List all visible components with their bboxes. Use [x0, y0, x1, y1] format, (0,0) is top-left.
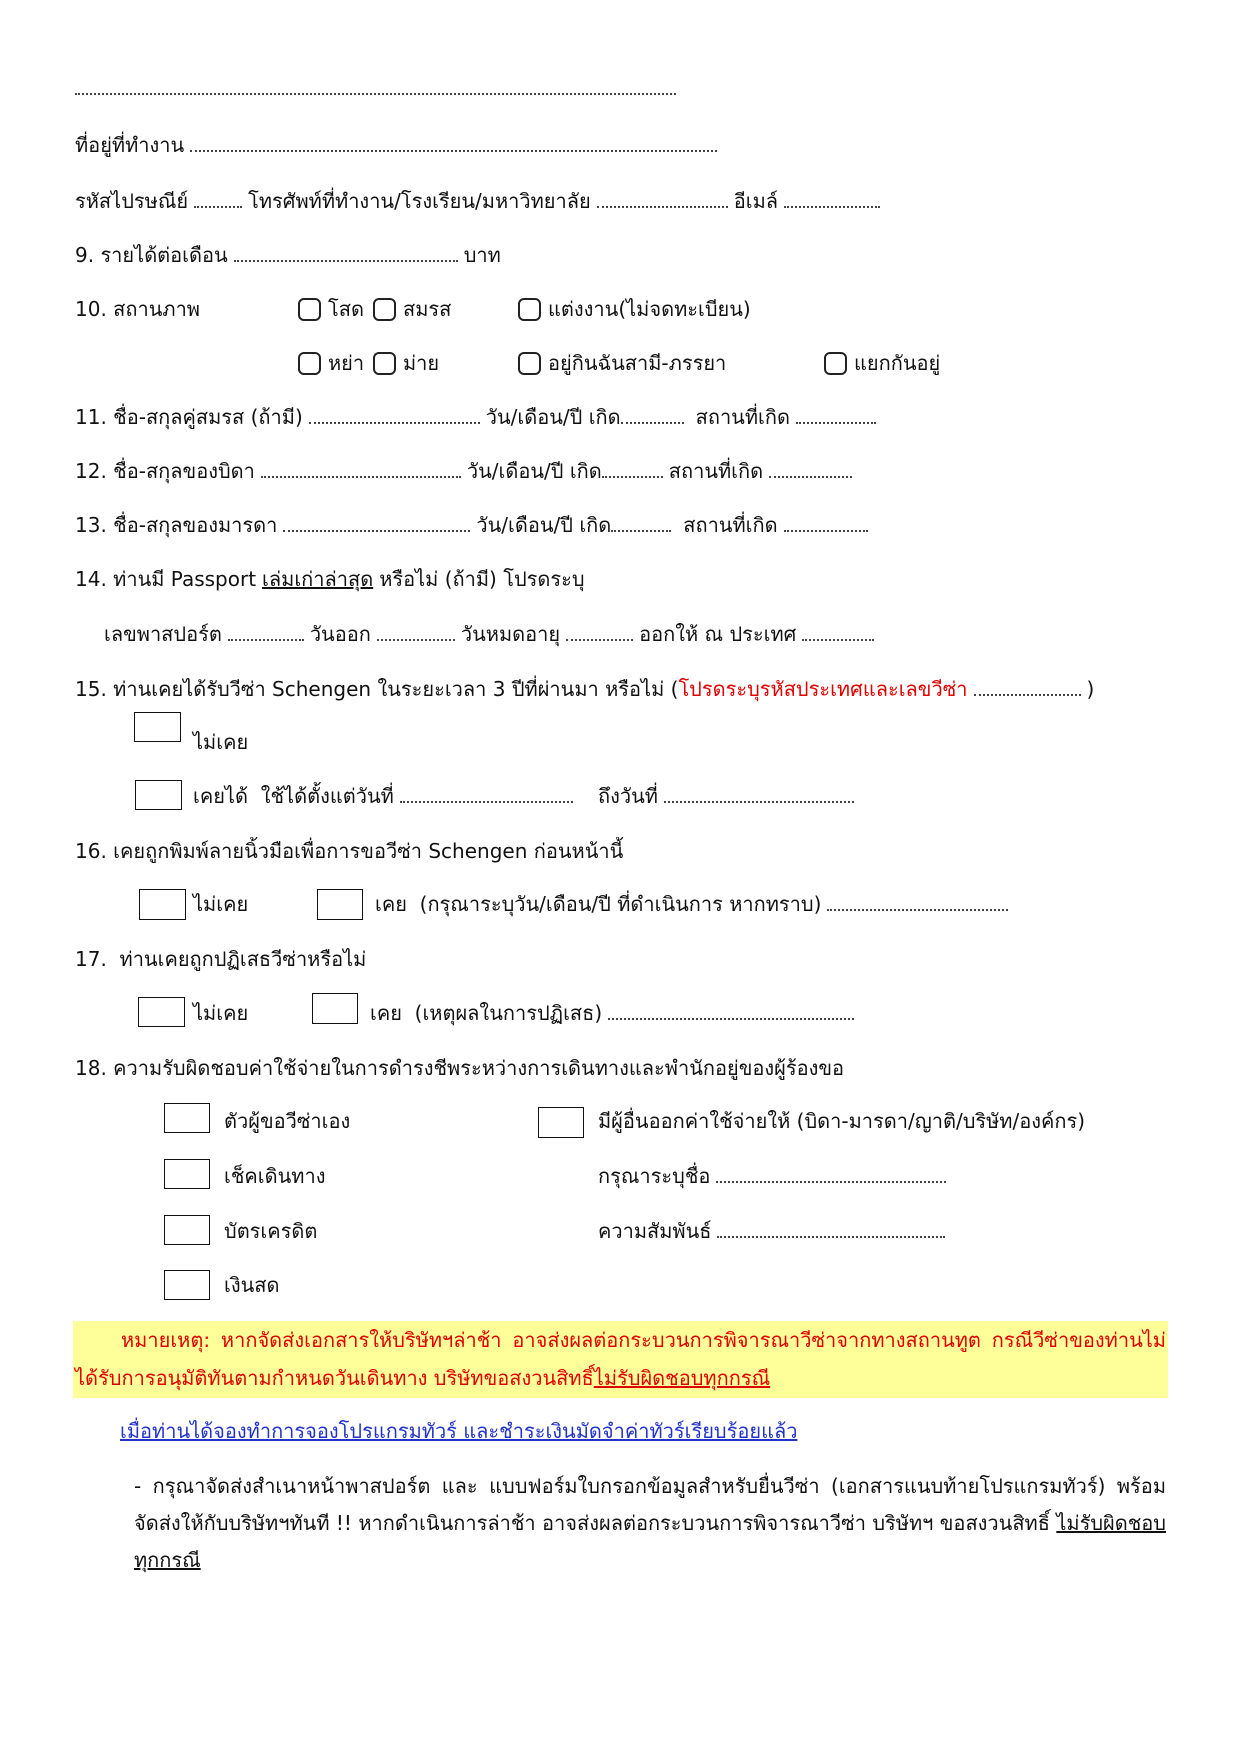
widowed-checkbox[interactable]	[373, 352, 396, 375]
credit-card-row	[224, 1215, 317, 1247]
address-continuation-row	[75, 79, 682, 111]
booking-instructions-link[interactable]: เมื่อท่านได้จองทำการจองโปรแกรมทัวร์ และชำระเงินมัดจำค่าทัวร์เรียบร้อยแล้ว	[120, 1419, 798, 1443]
refusal-question: 17. ท่านเคยถูกปฏิเสธวีซ่าหรือไม่	[75, 947, 367, 971]
single-checkbox[interactable]	[298, 298, 321, 321]
schengen-yes-checkbox[interactable]	[135, 780, 182, 810]
work-address-row	[75, 129, 723, 161]
marital-option-label: หย่า	[328, 351, 365, 375]
work-address-field[interactable]	[190, 136, 717, 152]
schengen-visa-question-end: )	[1086, 677, 1095, 701]
postal-code-label: รหัสไปรษณีย์	[75, 189, 189, 213]
mother-birth-place-label: สถานที่เกิด	[683, 513, 778, 537]
refusal-yes-checkbox[interactable]	[312, 993, 358, 1024]
schengen-visa-number-field[interactable]	[974, 680, 1081, 696]
marital-option-cohabiting[interactable]	[518, 347, 726, 379]
marital-option-divorced[interactable]	[298, 347, 364, 379]
spouse-name-field[interactable]	[309, 408, 480, 424]
sponsor-relationship-row	[598, 1215, 951, 1247]
schengen-never-label: ไม่เคย	[193, 730, 249, 754]
separated-checkbox[interactable]	[824, 352, 847, 375]
fingerprints-yes-label: เคย (กรุณาระบุวัน/เดือน/ปี ที่ดำเนินการ หากทราบ)	[375, 892, 822, 916]
father-birth-place-field[interactable]	[769, 462, 852, 478]
income-row	[75, 239, 501, 271]
father-name-field[interactable]	[261, 462, 461, 478]
passport-question-prefix: 14. ท่านมี Passport	[75, 567, 257, 591]
credit-card-label: บัตรเครดิต	[224, 1219, 318, 1243]
sponsor-name-field[interactable]	[716, 1167, 946, 1183]
fingerprints-question-row	[75, 835, 623, 867]
father-row	[75, 455, 858, 487]
fingerprints-yes-row	[375, 888, 1014, 920]
work-address-label: ที่อยู่ที่ทำงาน	[75, 133, 185, 157]
refusal-reason-field[interactable]	[608, 1004, 854, 1020]
passport-expiry-date-field[interactable]	[566, 625, 633, 641]
refusal-yes-label: เคย (เหตุผลในการปฏิเสธ)	[370, 1001, 603, 1025]
schengen-visa-question: 15. ท่านเคยได้รับวีซ่า Schengen ในระยะเวลา 3 ปีที่ผ่านมา หรือไม่ (	[75, 677, 679, 701]
expenses-sponsor-checkbox[interactable]	[538, 1107, 584, 1138]
marital-option-label: โสด	[328, 297, 364, 321]
booking-instructions-disclaimer: ไม่รับผิดชอบทุกกรณี	[134, 1511, 1166, 1572]
passport-question-underlined: เล่มเก่าล่าสุด	[262, 567, 374, 591]
expenses-self-row	[224, 1105, 350, 1137]
passport-question-suffix: หรือไม่ (ถ้ามี) โปรดระบุ	[379, 567, 585, 591]
cash-row	[224, 1269, 279, 1301]
passport-question-row	[75, 563, 585, 595]
fingerprints-never-label: ไม่เคย	[193, 892, 249, 916]
travellers-cheque-label: เช็คเดินทาง	[224, 1164, 326, 1188]
sponsor-relationship-field[interactable]	[717, 1222, 945, 1238]
marital-option-label: อยู่กินฉันสามี-ภรรยา	[548, 351, 727, 375]
email-field[interactable]	[784, 192, 880, 208]
sponsor-relationship-label: ความสัมพันธ์	[598, 1219, 712, 1243]
spouse-row	[75, 401, 882, 433]
spouse-birth-place-field[interactable]	[796, 408, 876, 424]
mother-name-field[interactable]	[283, 516, 470, 532]
marital-option-label: ม่าย	[403, 351, 440, 375]
contact-row	[75, 185, 886, 217]
work-phone-label: โทรศัพท์ที่ทำงาน/โรงเรียน/มหาวิทยาลัย	[248, 189, 591, 213]
marital-option-widowed[interactable]	[373, 347, 439, 379]
marital-status-label: 10. สถานภาพ	[75, 297, 200, 321]
refusal-question-row	[75, 943, 366, 975]
passport-expiry-date-label: วันหมดอายุ	[460, 622, 561, 646]
sponsor-name-row	[598, 1160, 952, 1192]
travellers-cheque-row	[224, 1160, 325, 1192]
cash-label: เงินสด	[224, 1273, 280, 1297]
unregistered-marriage-checkbox[interactable]	[518, 298, 541, 321]
cash-checkbox[interactable]	[164, 1270, 210, 1300]
mother-birth-place-field[interactable]	[784, 516, 868, 532]
spouse-birth-place-label: สถานที่เกิด	[695, 405, 790, 429]
refusal-never-checkbox[interactable]	[138, 997, 185, 1027]
fingerprints-date-field[interactable]	[827, 895, 1008, 911]
father-birth-place-label: สถานที่เกิด	[668, 459, 764, 483]
passport-country-label: ออกให้ ณ ประเทศ	[639, 622, 797, 646]
email-label: อีเมล์	[733, 189, 779, 213]
schengen-visa-highlight: โปรดระบุรหัสประเทศและเลขวีซ่า	[678, 677, 968, 701]
schengen-valid-from-field[interactable]	[400, 787, 573, 803]
address-continuation-field[interactable]	[75, 79, 676, 95]
schengen-never-row	[193, 726, 248, 758]
expenses-self-checkbox[interactable]	[164, 1103, 210, 1133]
expenses-sponsor-label: มีผู้อื่นออกค่าใช้จ่ายให้ (บิดา-มารดา/ญาติ/บริษัท/องค์กร)	[598, 1109, 1086, 1133]
spouse-name-label: 11. ชื่อ-สกุลคู่สมรส (ถ้ามี)	[75, 405, 303, 429]
mother-birth-date-label: วัน/เดือน/ปี เกิด	[476, 513, 612, 537]
passport-number-field[interactable]	[228, 625, 304, 641]
booking-instructions-text: - กรุณาจัดส่งสำเนาหน้าพาสปอร์ต และ แบบฟอร์มใบกรอกข้อมูลสำหรับยื่นวีซ่า (เอกสารแนบท้ายโปรแกรมทัวร์) พร้อม จัดส่งให้กับบริษัทฯทันที !! หากดำเนินการล่าช้า อาจส่งผลต่อกระบวนการพิจารณาวีซ่า บริษัทฯ ขอสงวนสิทธิ์	[134, 1474, 1166, 1535]
schengen-yes-row	[193, 780, 579, 812]
marital-option-single[interactable]	[298, 293, 364, 325]
father-name-label: 12. ชื่อ-สกุลของบิดา	[75, 459, 255, 483]
delay-notice	[73, 1321, 1168, 1398]
booking-instructions-body	[134, 1468, 1166, 1579]
expenses-question: 18. ความรับผิดชอบค่าใช้จ่ายในการดำรงชีพระหว่างการเดินทางและพำนักอยู่ของผู้ร้องขอ	[75, 1056, 845, 1080]
sponsor-name-label: กรุณาระบุชื่อ	[598, 1164, 711, 1188]
schengen-until-label: ถึงวันที่	[598, 784, 658, 808]
marital-status-row	[75, 293, 200, 325]
mother-name-label: 13. ชื่อ-สกุลของมารดา	[75, 513, 278, 537]
father-birth-date-label: วัน/เดือน/ปี เกิด	[466, 459, 602, 483]
delay-notice-disclaimer: ไม่รับผิดชอบทุกกรณี	[593, 1366, 771, 1390]
schengen-never-checkbox[interactable]	[134, 712, 181, 742]
passport-country-field[interactable]	[802, 625, 874, 641]
income-field[interactable]	[234, 246, 458, 262]
marital-option-label: สมรส	[403, 297, 452, 321]
schengen-visa-question-row	[75, 673, 1094, 705]
refusal-never-label: ไม่เคย	[193, 1001, 249, 1025]
marital-option-separated[interactable]	[824, 347, 940, 379]
schengen-until-row	[598, 780, 860, 812]
fingerprints-never-row	[193, 888, 248, 920]
spouse-birth-date-field[interactable]	[621, 408, 684, 424]
married-checkbox[interactable]	[373, 298, 396, 321]
passport-details-row	[104, 618, 880, 650]
expenses-sponsor-row	[598, 1105, 1085, 1137]
travellers-cheque-checkbox[interactable]	[164, 1159, 210, 1189]
refusal-never-row	[193, 997, 248, 1029]
passport-issue-date-label: วันออก	[309, 622, 371, 646]
divorced-checkbox[interactable]	[298, 352, 321, 375]
fingerprints-never-checkbox[interactable]	[139, 889, 186, 920]
postal-code-field[interactable]	[194, 192, 242, 208]
expenses-question-row	[75, 1052, 844, 1084]
work-phone-field[interactable]	[597, 192, 728, 208]
passport-issue-date-field[interactable]	[377, 625, 455, 641]
expenses-self-label: ตัวผู้ขอวีซ่าเอง	[224, 1109, 351, 1133]
schengen-yes-label: เคยได้ ใช้ได้ตั้งแต่วันที่	[193, 784, 394, 808]
spouse-birth-date-label: วัน/เดือน/ปี เกิด	[485, 405, 621, 429]
income-label: 9. รายได้ต่อเดือน	[75, 243, 228, 267]
father-birth-date-field[interactable]	[602, 462, 663, 478]
cohabiting-checkbox[interactable]	[518, 352, 541, 375]
fingerprints-question: 16. เคยถูกพิมพ์ลายนิ้วมือเพื่อการขอวีซ่า Schengen ก่อนหน้านี้	[75, 839, 624, 863]
marital-option-label: แต่งงาน(ไม่จดทะเบียน)	[548, 297, 751, 321]
passport-number-label: เลขพาสปอร์ต	[104, 622, 222, 646]
refusal-yes-row	[370, 997, 860, 1029]
mother-birth-date-field[interactable]	[611, 516, 671, 532]
marital-option-label: แยกกันอยู่	[854, 351, 941, 375]
income-unit: บาท	[463, 243, 501, 267]
marital-option-married[interactable]	[373, 293, 451, 325]
mother-row	[75, 509, 874, 541]
schengen-valid-until-field[interactable]	[664, 787, 854, 803]
credit-card-checkbox[interactable]	[164, 1215, 210, 1245]
marital-option-unregistered[interactable]	[518, 293, 751, 325]
fingerprints-yes-checkbox[interactable]	[317, 889, 363, 920]
delay-notice-text: หมายเหตุ: หากจัดส่งเอกสารให้บริษัทฯล่าช้า อาจส่งผลต่อกระบวนการพิจารณาวีซ่าจากทางสถานทูต กรณีวีซ่าของท่านไม่ได้รับการอนุมัติทันตามกำหนดวันเดินทาง บริษัทขอสงวนสิทธิ์	[75, 1328, 1166, 1390]
